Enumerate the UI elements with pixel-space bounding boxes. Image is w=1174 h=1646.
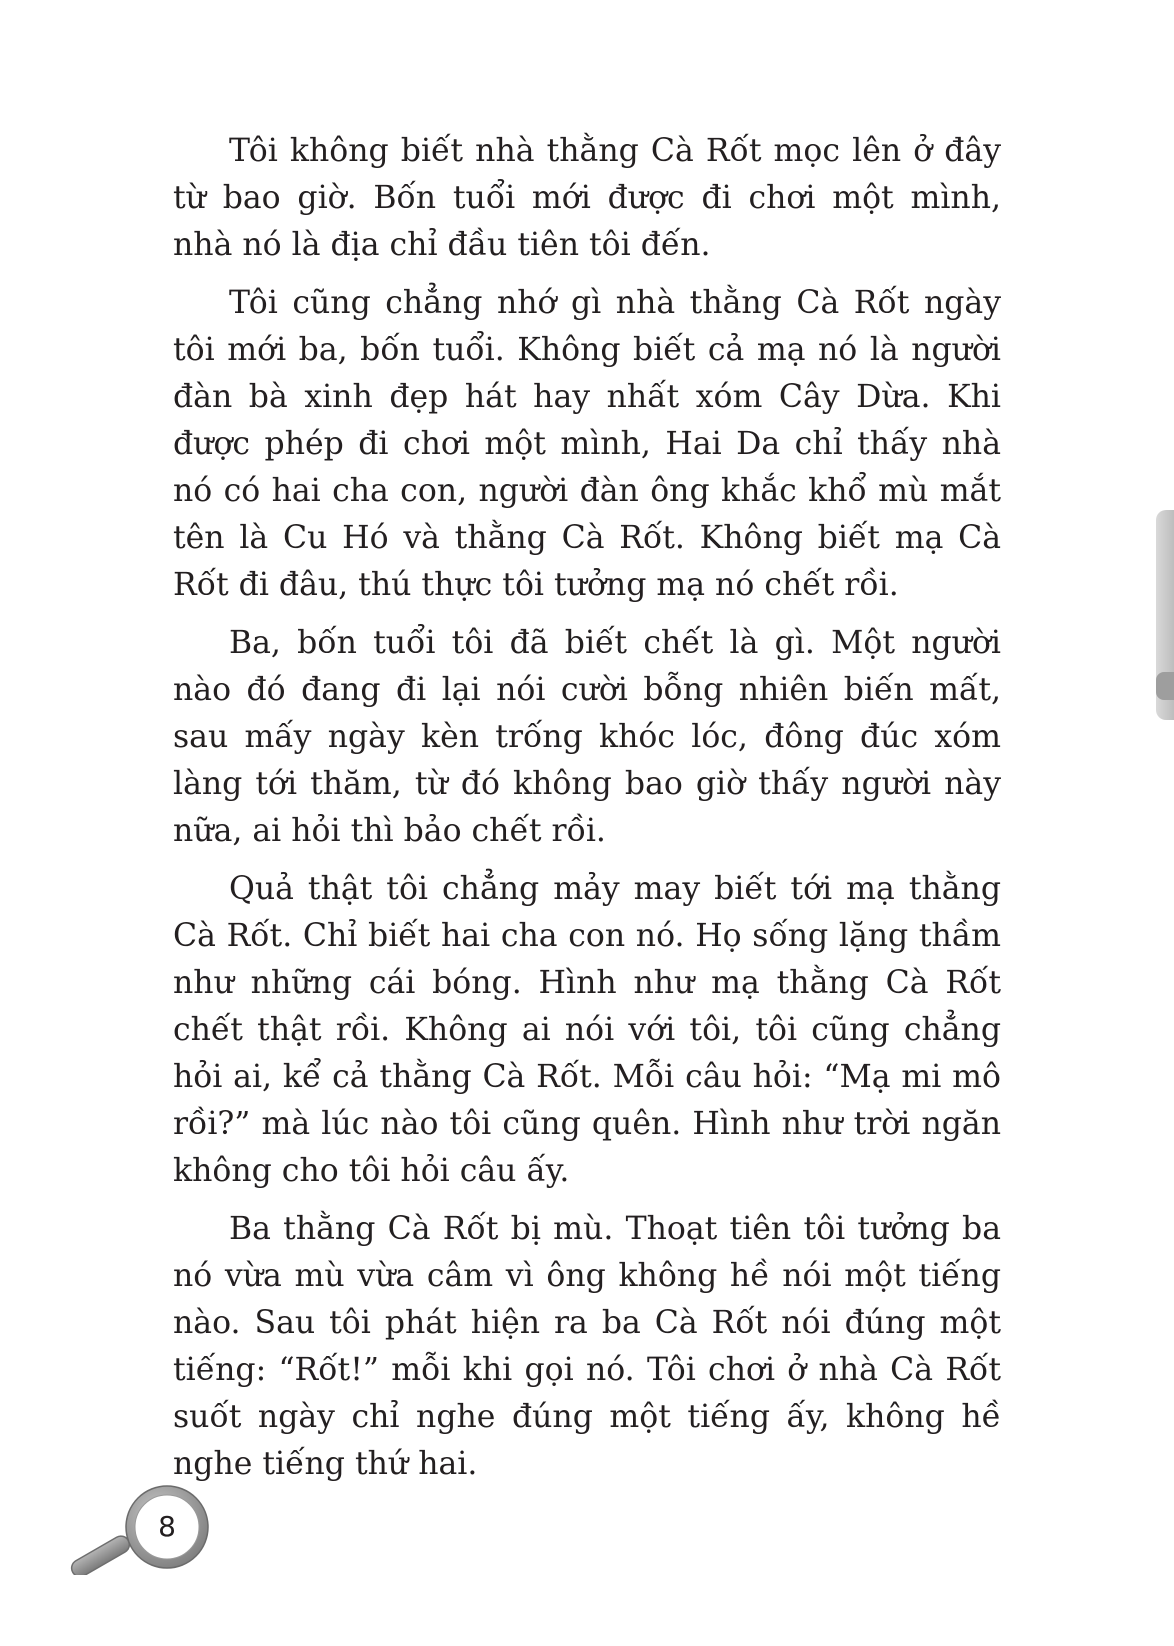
magnifier-handle <box>69 1533 133 1575</box>
page-edge-tab <box>1156 510 1174 720</box>
paragraph-1: Tôi không biết nhà thằng Cà Rốt mọc lên ở đây từ bao giờ. Bốn tuổi mới được đi chơi một mình, nhà nó là địa chỉ đầu tiên tôi đến. <box>173 133 1001 263</box>
page-edge-tab-notch <box>1156 672 1174 700</box>
paragraph-3: Ba, bốn tuổi tôi đã biết chết là gì. Một người nào đó đang đi lại nói cười bỗng nhiên biến mất, sau mấy ngày kèn trống khóc lóc, đông đúc xóm làng tới thăm, từ đó không bao giờ thấy người này nữa, ai hỏi thì bảo chết rồi. <box>173 625 1001 849</box>
body-text <box>173 128 1001 1499</box>
paragraph-4: Quả thật tôi chẳng mảy may biết tới mạ thằng Cà Rốt. Chỉ biết hai cha con nó. Họ sống lặng thầm như những cái bóng. Hình như mạ thằng Cà Rốt chết thật rồi. Không ai nói với tôi, tôi cũng chẳng hỏi ai, kể cả thằng Cà Rốt. Mỗi câu hỏi: “Mạ mi mô rồi?” mà lúc nào tôi cũng quên. Hình như trời ngăn không cho tôi hỏi câu ấy. <box>173 871 1001 1189</box>
paragraph-5: Ba thằng Cà Rốt bị mù. Thoạt tiên tôi tưởng ba nó vừa mù vừa câm vì ông không hề nói một tiếng nào. Sau tôi phát hiện ra ba Cà Rốt nói đúng một tiếng: “Rốt!” mỗi khi gọi nó. Tôi chơi ở nhà Cà Rốt suốt ngày chỉ nghe đúng một tiếng ấy, không hề nghe tiếng thứ hai. <box>173 1211 1001 1482</box>
page-number: 8 <box>158 1510 176 1543</box>
paragraph-2: Tôi cũng chẳng nhớ gì nhà thằng Cà Rốt ngày tôi mới ba, bốn tuổi. Không biết cả mạ nó là người đàn bà xinh đẹp hát hay nhất xóm Cây Dừa. Khi được phép đi chơi một mình, Hai Da chỉ thấy nhà nó có hai cha con, người đàn ông khắc khổ mù mắt tên là Cu Hó và thằng Cà Rốt. Không biết mạ Cà Rốt đi đâu, thú thực tôi tưởng mạ nó chết rồi. <box>173 285 1001 603</box>
